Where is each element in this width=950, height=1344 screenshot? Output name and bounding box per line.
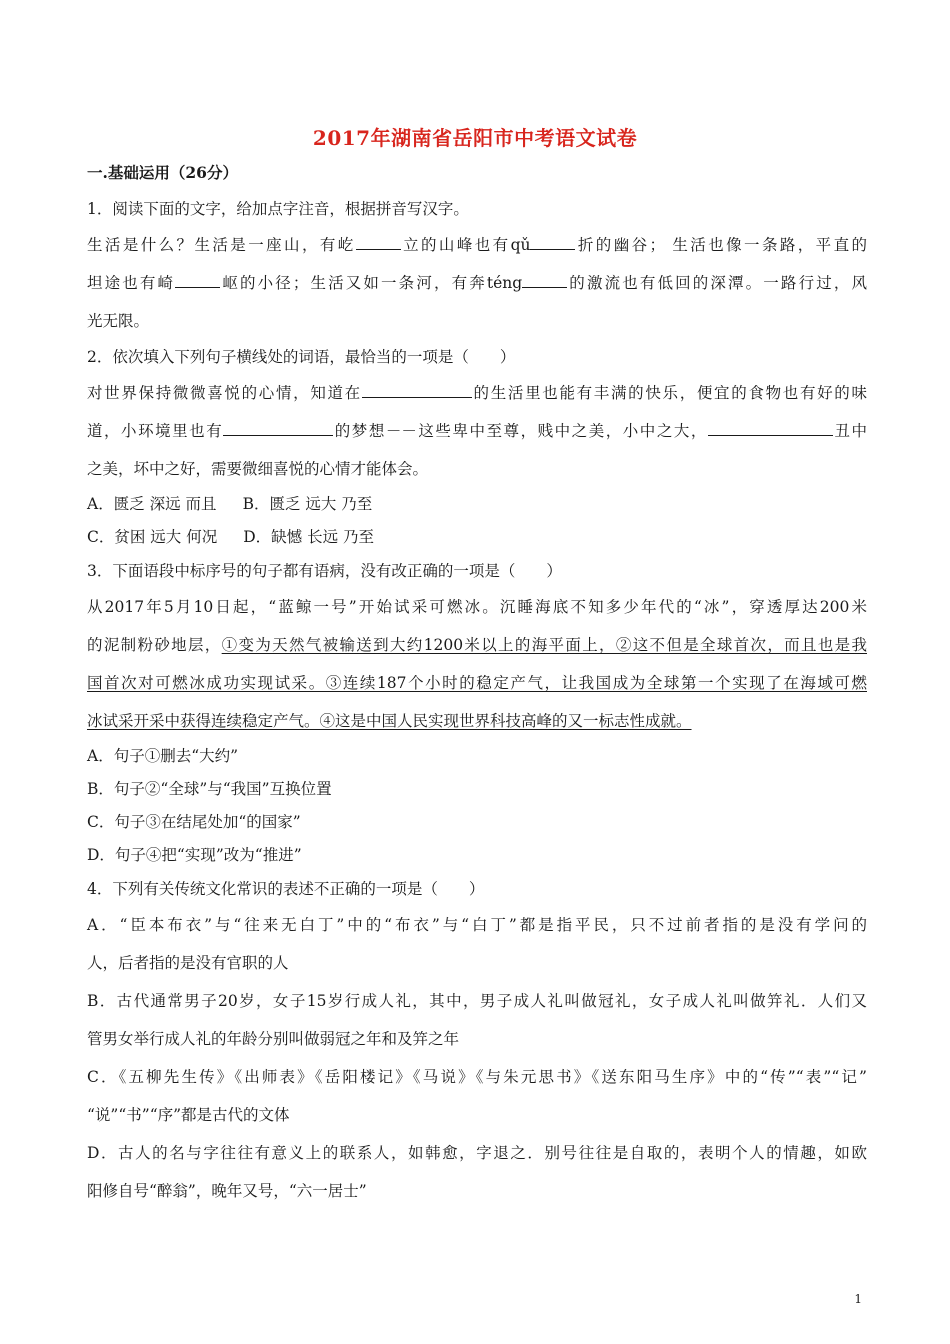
- answer-blank[interactable]: [708, 421, 833, 436]
- page-title: 2017年湖南省岳阳市中考语文试卷: [312, 126, 638, 150]
- question-2-line-2: 道，小环境里也有 的梦想－－这些卑中至尊，贱中之美，小中之大， 丑中: [87, 422, 867, 440]
- option-c[interactable]: C．贫困 远大 何况: [87, 528, 218, 546]
- question-3-line-1: 从2017年5月10日起，“蓝鲸一号”开始试采可燃冰。沉睡海底不知多少年代的“冰”，穿透厚达200米: [87, 598, 867, 616]
- question-4-stem: 4．下列有关传统文化常识的表述不正确的一项是（ ）: [87, 880, 485, 898]
- option-d[interactable]: D．句子④把“实现”改为“推进”: [87, 846, 302, 864]
- question-3-line-2: 的泥制粉砂地层，①变为天然气被输送到大约1200米以上的海平面上，②这不但是全球首次，而且也是我: [87, 636, 867, 654]
- question-1: [87, 192, 867, 340]
- option-b[interactable]: B．匮乏 远大 乃至: [242, 495, 373, 513]
- answer-blank[interactable]: [362, 383, 472, 398]
- question-1-line-2: 坦途也有崎 岖的小径；生活又如一条河，有奔téng 的激流也有低回的深潭。一路行过，风: [87, 274, 867, 292]
- option-b[interactable]: B．句子②“全球”与“我国”互换位置: [87, 780, 332, 798]
- option-a[interactable]: A．“臣本布衣”与“往来无白丁”中的“布衣”与“白丁”都是指平民，只不过前者指的是没有学问的: [87, 916, 867, 934]
- answer-blank[interactable]: [175, 273, 220, 288]
- question-2-stem: 2．依次填入下列句子横线处的词语，最恰当的一项是（ ）: [87, 348, 516, 366]
- exam-content: [87, 160, 867, 1210]
- answer-blank[interactable]: [356, 235, 401, 250]
- option-b[interactable]: B．古代通常男子20岁，女子15岁行成人礼，其中，男子成人礼叫做冠礼，女子成人礼叫做笄礼．人们又: [87, 992, 867, 1010]
- question-2-line-1: 对世界保持微微喜悦的心情，知道在 的生活里也能有丰满的快乐，便宜的食物也有好的味: [87, 384, 867, 402]
- question-3: [87, 554, 867, 872]
- answer-blank[interactable]: [530, 235, 575, 250]
- answer-blank[interactable]: [223, 421, 333, 436]
- page-number: 1: [854, 1292, 862, 1306]
- section-heading: 一.基础运用（26分）: [87, 163, 238, 182]
- question-1-line-1: 生活是什么？生活是一座山，有屹 立的山峰也有qǔ 折的幽谷； 生活也像一条路，平直的: [87, 236, 867, 254]
- option-d-continued: 阳修自号“醉翁”，晚年又号，“六一居士”: [87, 1182, 367, 1200]
- option-d[interactable]: D．缺憾 长远 乃至: [243, 528, 375, 546]
- question-3-line-4: 冰试采开采中获得连续稳定产气。④这是中国人民实现世界科技高峰的又一标志性成就。: [87, 712, 692, 730]
- question-1-line-3: 光无限。: [87, 312, 150, 330]
- option-c[interactable]: C．句子③在结尾处加“的国家”: [87, 813, 301, 831]
- question-4: [87, 872, 867, 1210]
- option-d[interactable]: D．古人的名与字往往有意义上的联系人，如韩愈，字退之．别号往往是自取的，表明个人的情趣，如欧: [87, 1144, 867, 1162]
- question-3-line-3: 国首次对可燃冰成功实现试采。③连续187个小时的稳定产气，让我国成为全球第一个实现了在海域可燃: [87, 674, 867, 692]
- question-2-line-3: 之美，坏中之好，需要微细喜悦的心情才能体会。: [87, 460, 429, 478]
- option-row-cd: [87, 521, 867, 554]
- option-b-continued: 管男女举行成人礼的年龄分别叫做弱冠之年和及笄之年: [87, 1030, 460, 1048]
- option-row-ab: [87, 488, 867, 521]
- option-a-continued: 人，后者指的是没有官职的人: [87, 954, 289, 972]
- question-2: [87, 340, 867, 554]
- question-3-stem: 3．下面语段中标序号的句子都有语病，没有改正确的一项是（ ）: [87, 562, 562, 580]
- option-a[interactable]: A．句子①删去“大约”: [87, 747, 239, 765]
- answer-blank[interactable]: [522, 273, 567, 288]
- option-c-continued: “说”“书”“序”都是古代的文体: [87, 1106, 290, 1124]
- question-1-stem: 1．阅读下面的文字，给加点字注音，根据拼音写汉字。: [87, 200, 469, 218]
- option-c[interactable]: C．《五柳先生传》《出师表》《岳阳楼记》《马说》《与朱元思书》《送东阳马生序》中的“传”“表”“记”: [87, 1068, 867, 1086]
- option-a[interactable]: A．匮乏 深远 而且: [87, 495, 217, 513]
